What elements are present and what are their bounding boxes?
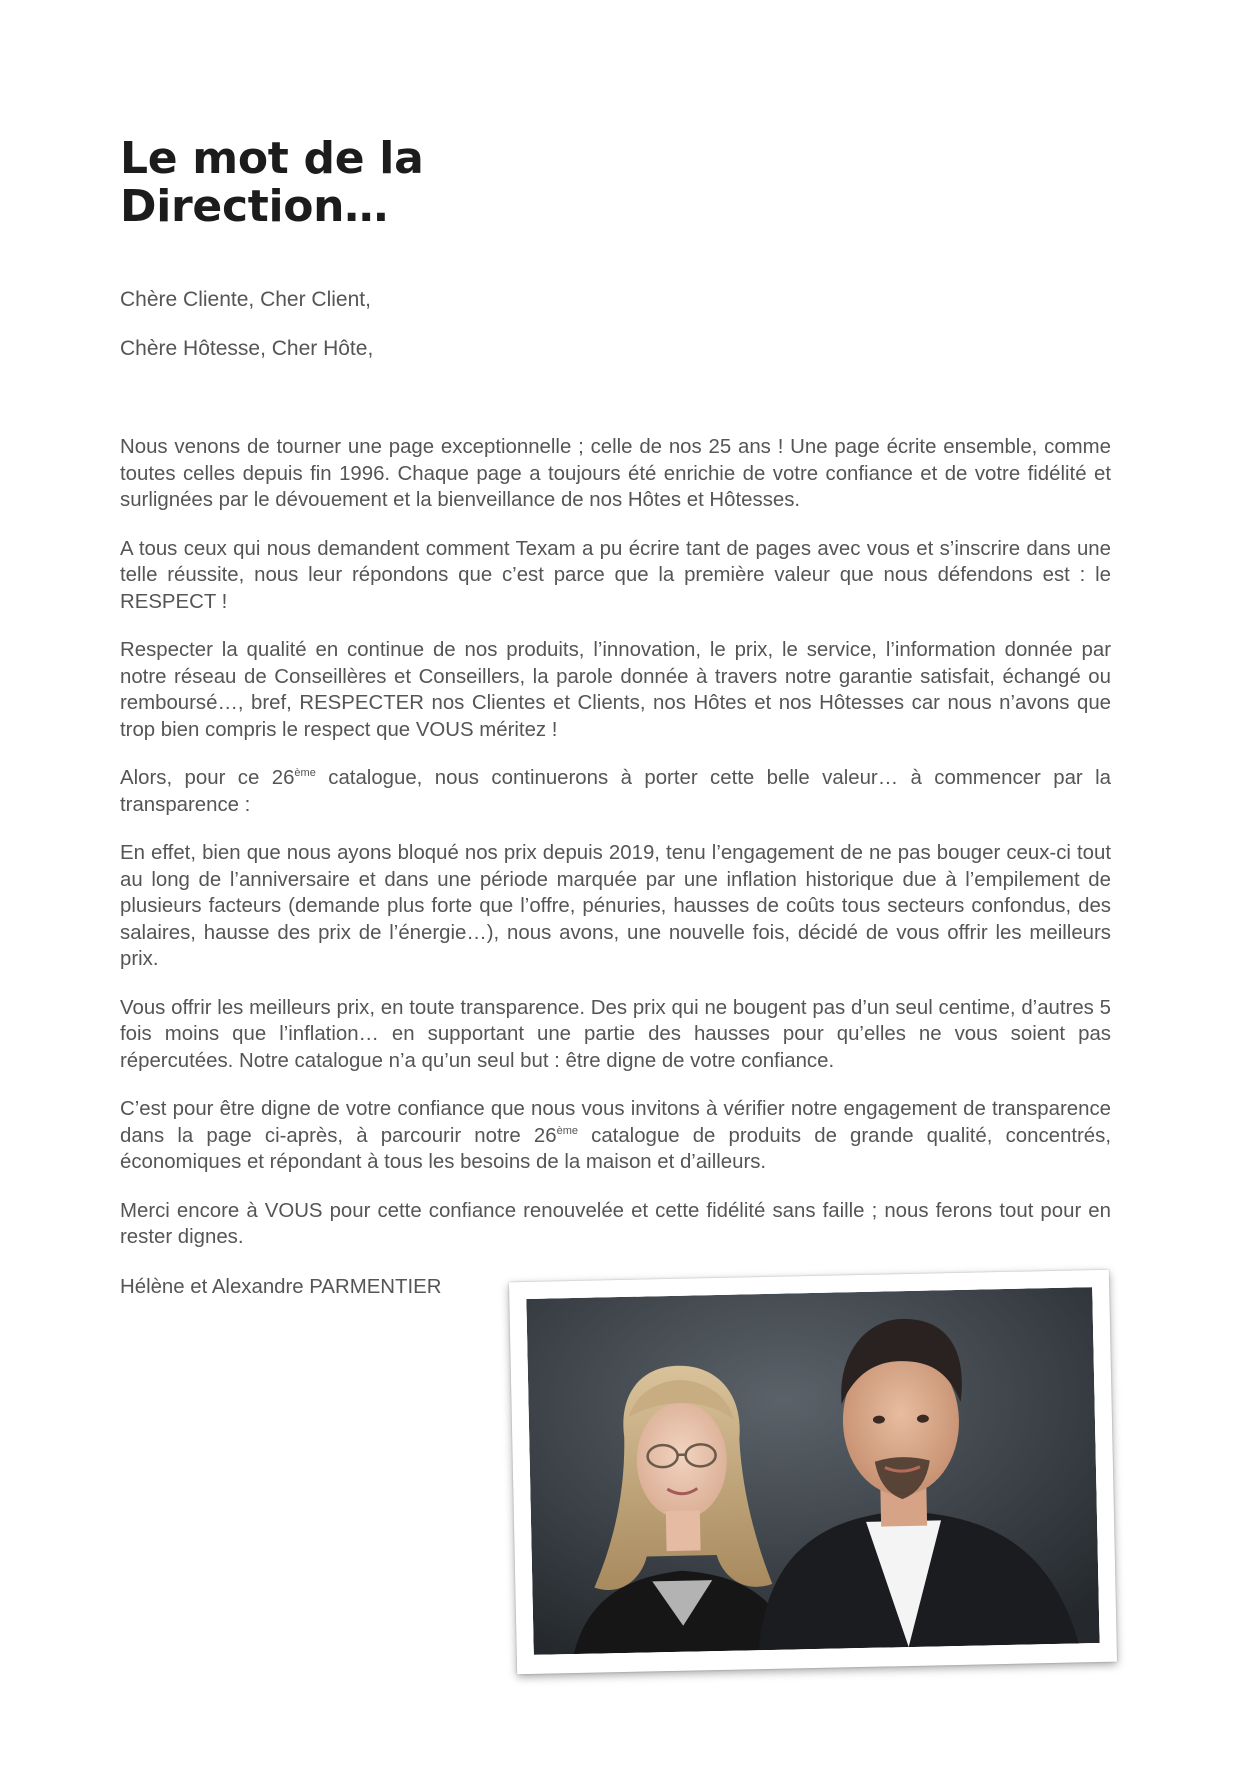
paragraph-transparence [120, 765, 1111, 818]
letter-body [120, 434, 1111, 1273]
page-title-line-1: Le mot de la [120, 133, 424, 184]
paragraph-thanks: Merci encore à VOUS pour cette confiance renouvelée et cette fidélité sans faille ; nous ferons tout pour en rester dignes. [120, 1199, 1111, 1248]
paragraph-invitation [120, 1096, 1111, 1176]
ordinal-superscript: ème [556, 1124, 578, 1137]
paragraph-best-prices: Vous offrir les meilleurs prix, en toute transparence. Des prix qui ne bougent pas d’un seul centime, d’autres 5 fois moins que l’inflation… en supportant une partie des hausses pour qu’elles ne vous soient pas répercutées. Notre catalogue n’a qu’un seul but : être digne de votre confiance. [120, 996, 1111, 1072]
page-title [120, 135, 640, 231]
portrait-photo [526, 1287, 1099, 1655]
signature: Hélène et Alexandre PARMENTIER [120, 1276, 442, 1298]
paragraph-inflation: En effet, bien que nous ayons bloqué nos prix depuis 2019, tenu l’engagement de ne pas bouger ceux-ci tout au long de l’anniversaire et dans une période marquée par une inflation historique due à l’empilement de plusieurs facteurs (demande plus forte que l’offre, pénuries, hausses de coûts tous secteurs confondus, des salaires, hausse des prix de l’énergie…), nous avons, une nouvelle fois, décidé de vous offrir les meilleurs prix. [120, 842, 1111, 970]
paragraph-transparence-start: Alors, pour ce 26 [120, 767, 295, 789]
paragraph-invitation-start: C’est pour être digne de votre confiance que nous vous invitons à vérifier notre engagement de transparence dans la page ci-après, à parcourir notre 26 [120, 1098, 1111, 1147]
paragraph-invitation-end: catalogue de produits de grande qualité, concentrés, économiques et répondant à tous les besoins de la maison et d’ailleurs. [120, 1124, 1111, 1173]
paragraph-respect: A tous ceux qui nous demandent comment Texam a pu écrire tant de pages avec vous et s’inscrire dans une telle réussite, nous leur répondons que c’est parce que la première valeur que nous défendons est : le RESPECT ! [120, 537, 1111, 613]
paragraph-transparence-end: catalogue, nous continuerons à porter cette belle valeur… à commencer par la transparence : [120, 767, 1111, 816]
ordinal-superscript: ème [294, 767, 316, 779]
paragraph-anniversary: Nous venons de tourner une page exceptionnelle ; celle de nos 25 ans ! Une page écrite ensemble, comme toutes celles depuis fin 1996. Chaque page a toujours été enrichie de votre confiance et de votre fidélité et surlignées par le dévouement et la bienveillance de nos Hôtes et Hôtesses. [120, 436, 1111, 511]
portrait-photo-frame [509, 1270, 1117, 1674]
portrait-illustration [526, 1287, 1099, 1655]
greeting-hosts: Chère Hôtesse, Cher Hôte, [120, 337, 374, 360]
greeting-clients: Chère Cliente, Cher Client, [120, 288, 371, 311]
paragraph-respecter: Respecter la qualité en continue de nos produits, l’innovation, le prix, le service, l’information donnée par notre réseau de Conseillères et Conseillers, la parole donnée à travers notre garantie satisfait, échangé ou remboursé…, bref, RESPECTER nos Clientes et Clients, nos Hôtes et nos Hôtesses car nous n’avons que trop bien compris le respect que VOUS méritez ! [120, 639, 1111, 741]
page-title-line-2: Direction… [120, 181, 388, 232]
